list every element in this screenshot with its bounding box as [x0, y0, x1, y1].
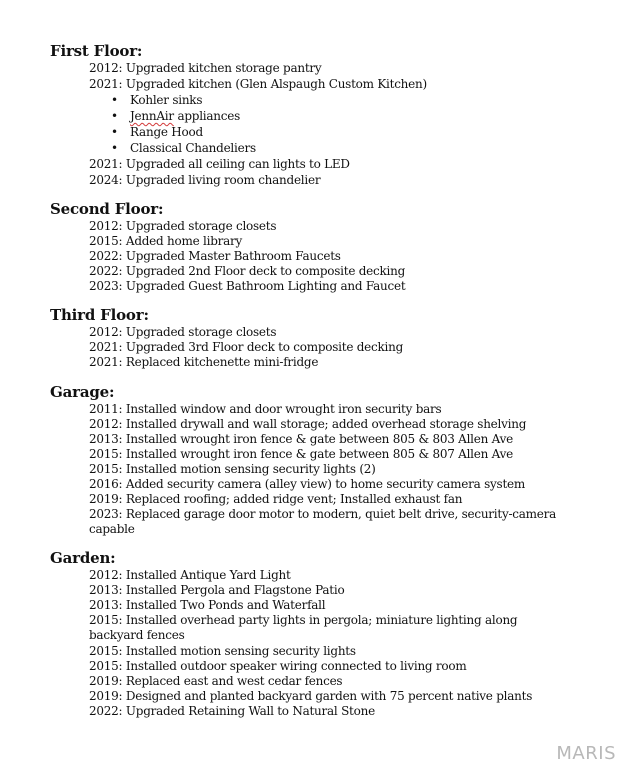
garden-item: 2019: Designed and planted backyard garden with 75 percent native plants	[89, 689, 533, 703]
garage-item: 2011: Installed window and door wrought iron security bars	[89, 402, 442, 416]
garden-item: 2013: Installed Two Ponds and Waterfall	[89, 598, 326, 612]
garden-item: 2012: Installed Antique Yard Light	[89, 568, 291, 582]
bullet-item-text: appliances	[177, 109, 240, 123]
first-floor-item: 2021: Upgraded all ceiling can lights to LED	[89, 157, 350, 171]
bullet-dot: •	[111, 141, 119, 155]
garage-item: 2015: Installed wrought iron fence & gate between 805 & 807 Allen Ave	[89, 447, 513, 461]
bullet-item: Kohler sinks	[130, 93, 203, 107]
third-floor-item: 2012: Upgraded storage closets	[89, 325, 277, 339]
second-floor-item: 2023: Upgraded Guest Bathroom Lighting and Faucet	[89, 279, 406, 293]
first-floor-heading: First Floor:	[50, 42, 143, 60]
bullet-dot: •	[111, 109, 119, 123]
garden-item: 2015: Installed overhead party lights in pergola; miniature lighting along backyard fences	[89, 613, 518, 642]
second-floor-item: 2012: Upgraded storage closets	[89, 219, 277, 233]
garage-heading: Garage:	[50, 383, 115, 401]
garden-item: 2015: Installed outdoor speaker wiring connected to living room	[89, 659, 467, 673]
second-floor-item: 2022: Upgraded 2nd Floor deck to composite decking	[89, 264, 406, 278]
garage-item: 2023: Replaced garage door motor to modern, quiet belt drive, security-camera capable	[89, 507, 557, 536]
garden-item: 2019: Replaced east and west cedar fences	[89, 674, 343, 688]
garden-item: 2022: Upgraded Retaining Wall to Natural Stone	[89, 704, 375, 718]
garden-heading: Garden:	[50, 549, 116, 567]
first-floor-item: 2012: Upgraded kitchen storage pantry	[89, 61, 322, 75]
first-floor-item: 2021: Upgraded kitchen (Glen Alspaugh Custom Kitchen)	[89, 77, 427, 91]
bullet-item: Classical Chandeliers	[130, 141, 256, 155]
third-floor-item: 2021: Replaced kitchenette mini-fridge	[89, 355, 319, 369]
garage-item: 2016: Added security camera (alley view) to home security camera system	[89, 477, 525, 491]
bullet-dot: •	[111, 93, 119, 107]
second-floor-item: 2015: Added home library	[89, 234, 243, 248]
garage-item: 2015: Installed motion sensing security lights (2)	[89, 462, 376, 476]
first-floor-item: 2024: Upgraded living room chandelier	[89, 173, 321, 187]
garden-item: 2013: Installed Pergola and Flagstone Patio	[89, 583, 345, 597]
garage-item: 2012: Installed drywall and wall storage; added overhead storage shelving	[89, 417, 527, 431]
garage-item: 2013: Installed wrought iron fence & gate between 805 & 803 Allen Ave	[89, 432, 513, 446]
bullet-item: Range Hood	[130, 125, 203, 139]
bullet-dot: •	[111, 125, 119, 139]
maris-watermark: MARIS	[556, 743, 616, 764]
second-floor-heading: Second Floor:	[50, 200, 164, 218]
brand-name: JennAir	[130, 109, 174, 123]
bullet-item	[130, 109, 240, 124]
third-floor-heading: Third Floor:	[50, 306, 149, 324]
garden-item: 2015: Installed motion sensing security lights	[89, 644, 356, 658]
third-floor-item: 2021: Upgraded 3rd Floor deck to composite decking	[89, 340, 404, 354]
second-floor-item: 2022: Upgraded Master Bathroom Faucets	[89, 249, 341, 263]
garage-item: 2019: Replaced roofing; added ridge vent; Installed exhaust fan	[89, 492, 463, 506]
